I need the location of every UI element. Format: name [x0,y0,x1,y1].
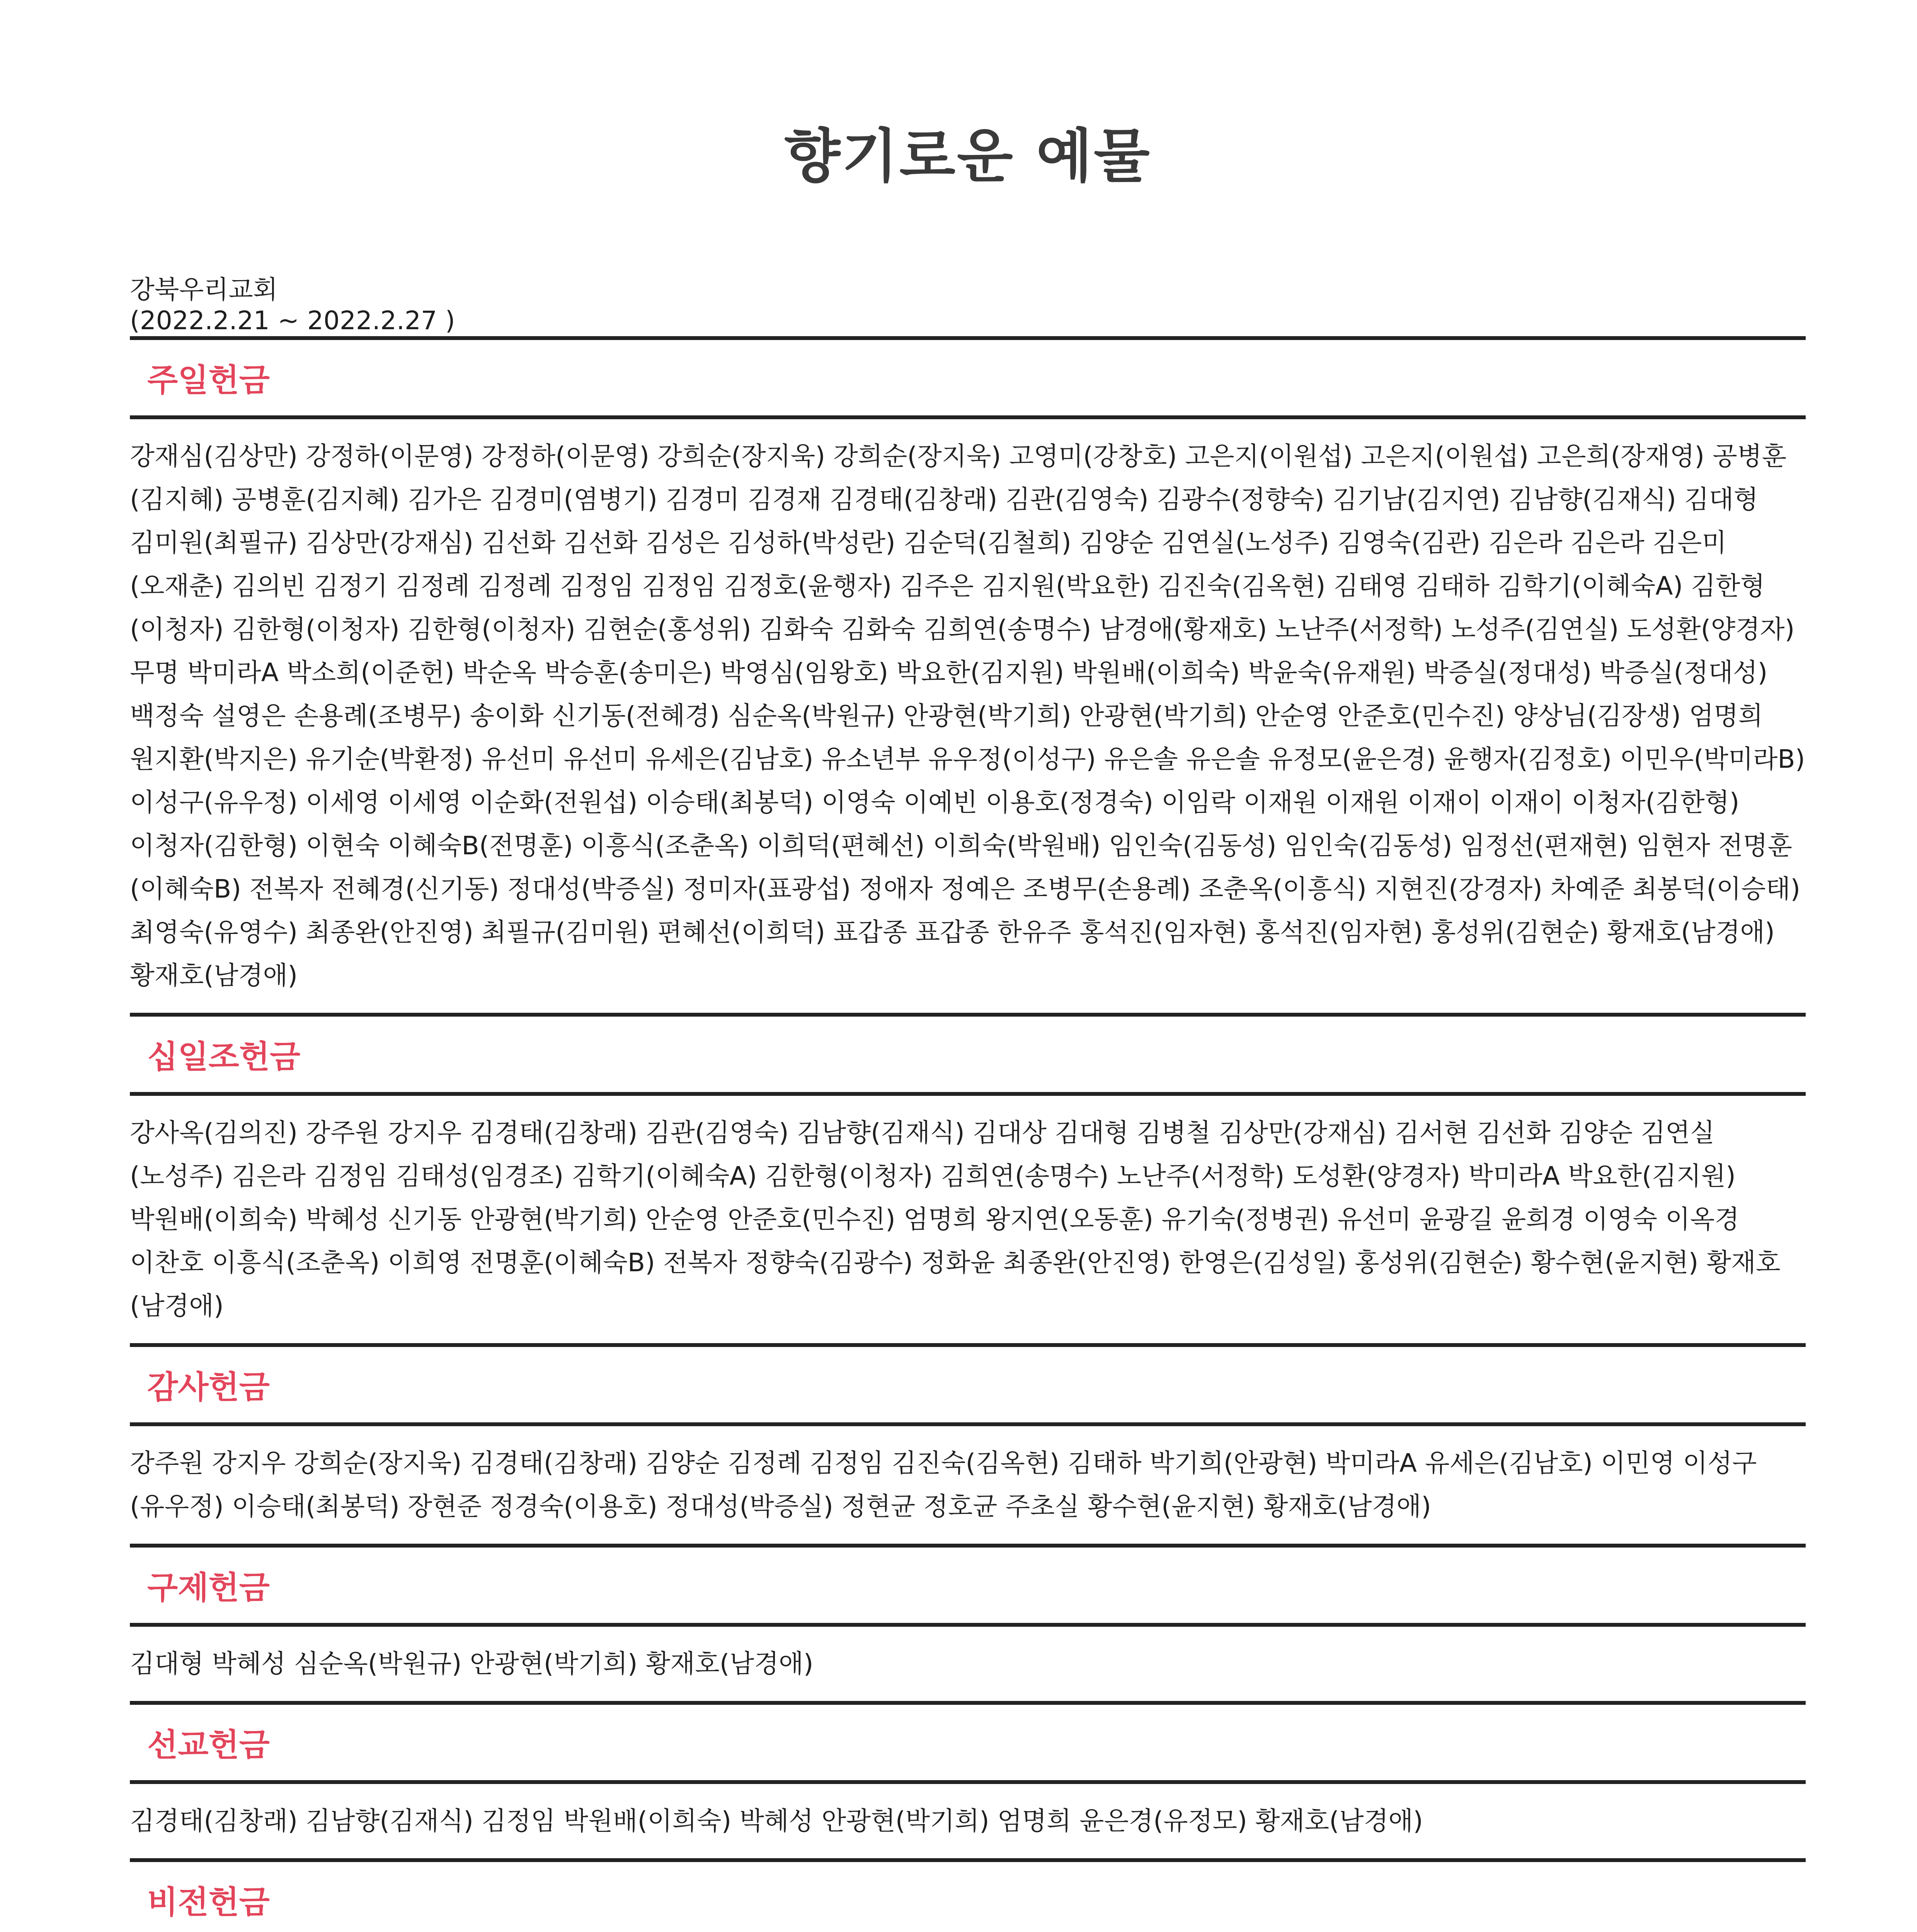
section-title: 십일조헌금 [147,1039,301,1075]
divider [130,1422,1806,1426]
donor-list: 강재심(김상만) 강정하(이문영) 강정하(이문영) 강희순(장지욱) 강희순(장지욱) 고영미(강창호) 고은지(이원섭) 고은지(이원섭) 고은희(장재영) 공병훈(김지혜) 공병훈(김지혜) 김가은 김경미(염병기) 김경미 김경재 김경태(김창래) 김관(김영숙) 김광수(정향숙) 김기남(김지연) 김남향(김재식) 김대형 김미원(최필규) 김상만(강재심) 김선화 김선화 김성은 김성하(박성란) 김순덕(김철희) 김양순 김연실(노성주) 김영숙(김관) 김은라 김은라 김은미(오재춘) 김의빈 김정기 김정례 김정례 김정임 김정임 김정호(윤행자) 김주은 김지원(박요한) 김진숙(김옥현) 김태영 김태하 김학기(이혜숙A) 김한형(이청자) 김한형(이청자) 김한형(이청자) 김현순(홍성위) 김화숙 김화숙 김희연(송명수) 남경애(황재호) 노난주(서정학) 노성주(김연실) 도성환(양경자) 무명 박미라A 박소희(이준헌) 박순옥 박승훈(송미은) 박영심(임왕호) 박요한(김지원) 박원배(이희숙) 박윤숙(유재원) 박증실(정대성) 박증실(정대성) 백정숙 설영은 손용례(조병무) 송이화 신기동(전혜경) 심순옥(박원규) 안광현(박기희) 안광현(박기희) 안순영 안준호(민수진) 양상님(김장생) 엄명희 원지환(박지은) 유기순(박환정) 유선미 유선미 유세은(김남호) 유소년부 유우정(이성구) 유은솔 유은솔 유정모(윤은경) 윤행자(김정호) 이민우(박미라B) 이성구(유우정) 이세영 이세영 이순화(전원섭) 이승태(최봉덕) 이영숙 이예빈 이용호(정경숙) 이임락 이재원 이재원 이재이 이재이 이청자(김한형) 이청자(김한형) 이현숙 이혜숙B(전명훈) 이흥식(조춘옥) 이희덕(편혜선) 이희숙(박원배) 임인숙(김동성) 임인숙(김동성) 임정선(편재현) 임현자 전명훈(이혜숙B) 전복자 전혜경(신기동) 정대성(박증실) 정미자(표광섭) 정애자 정예은 조병무(손용례) 조춘옥(이흥식) 지현진(강경자) 차예준 최봉덕(이승태) 최영숙(유영수) 최종완(안진영) 최필규(김미원) 편혜선(이희덕) 표갑종 표갑종 한유주 홍석진(임자현) 홍석진(임자현) 홍성위(김현순) 황재호(남경애) 황재호(남경애) [130,441,1805,990]
section-title: 비전헌금 [147,1884,270,1921]
divider [130,1701,1806,1705]
divider [130,1013,1806,1017]
divider [130,1780,1806,1784]
divider [130,1343,1806,1347]
page-title: 향기로운 예물 [784,123,1151,190]
section-sunday-offering [130,340,1806,1017]
section-tithe [130,1017,1806,1347]
donor-list: 강주원 강지우 강희순(장지욱) 김경태(김창래) 김양순 김정례 김정임 김진숙(김옥현) 김태하 박기희(안광현) 박미라A 유세은(김남호) 이민영 이성구(유우정) 이승태(최봉덕) 장현준 정경숙(이용호) 정대성(박증실) 정현균 정호균 주초실 황수현(윤지현) 황재호(남경애) [130,1448,1757,1521]
divider [130,1858,1806,1862]
divider [130,336,1806,340]
divider [130,1623,1806,1627]
section-title: 감사헌금 [147,1369,270,1406]
section-vision [130,1862,1806,1932]
divider [130,1544,1806,1548]
donor-list: 김경태(김창래) 김남향(김재식) 김정임 박원배(이희숙) 박혜성 안광현(박기희) 엄명희 윤은경(유정모) 황재호(남경애) [130,1806,1423,1836]
section-title: 구제헌금 [147,1570,270,1606]
section-thanksgiving [130,1347,1806,1548]
offering-document [130,0,1806,1932]
divider [130,1092,1806,1096]
section-title: 주일헌금 [147,362,270,399]
section-relief [130,1548,1806,1705]
section-title: 선교헌금 [147,1727,270,1764]
section-mission [130,1705,1806,1862]
church-name: 강북우리교회 [130,275,278,304]
donor-list: 김대형 박혜성 심순옥(박원규) 안광현(박기희) 황재호(남경애) [130,1649,814,1679]
donor-list: 강사옥(김의진) 강주원 강지우 김경태(김창래) 김관(김영숙) 김남향(김재식) 김대상 김대형 김병철 김상만(강재심) 김서현 김선화 김양순 김연실(노성주) 김은라 김정임 김태성(임경조) 김학기(이혜숙A) 김한형(이청자) 김희연(송명수) 노난주(서정학) 도성환(양경자) 박미라A 박요한(김지원) 박원배(이희숙) 박혜성 신기동 안광현(박기희) 안순영 안준호(민수진) 엄명희 왕지연(오동훈) 유기숙(정병권) 유선미 윤광길 윤희경 이영숙 이옥경 이찬호 이흥식(조춘옥) 이희영 전명훈(이혜숙B) 전복자 정향숙(김광수) 정화윤 최종완(안진영) 한영은(김성일) 홍성위(김현순) 황수현(윤지현) 황재호(남경애) [130,1118,1781,1321]
date-range: (2022.2.21 ~ 2022.2.27 ) [130,306,455,335]
divider [130,415,1806,419]
